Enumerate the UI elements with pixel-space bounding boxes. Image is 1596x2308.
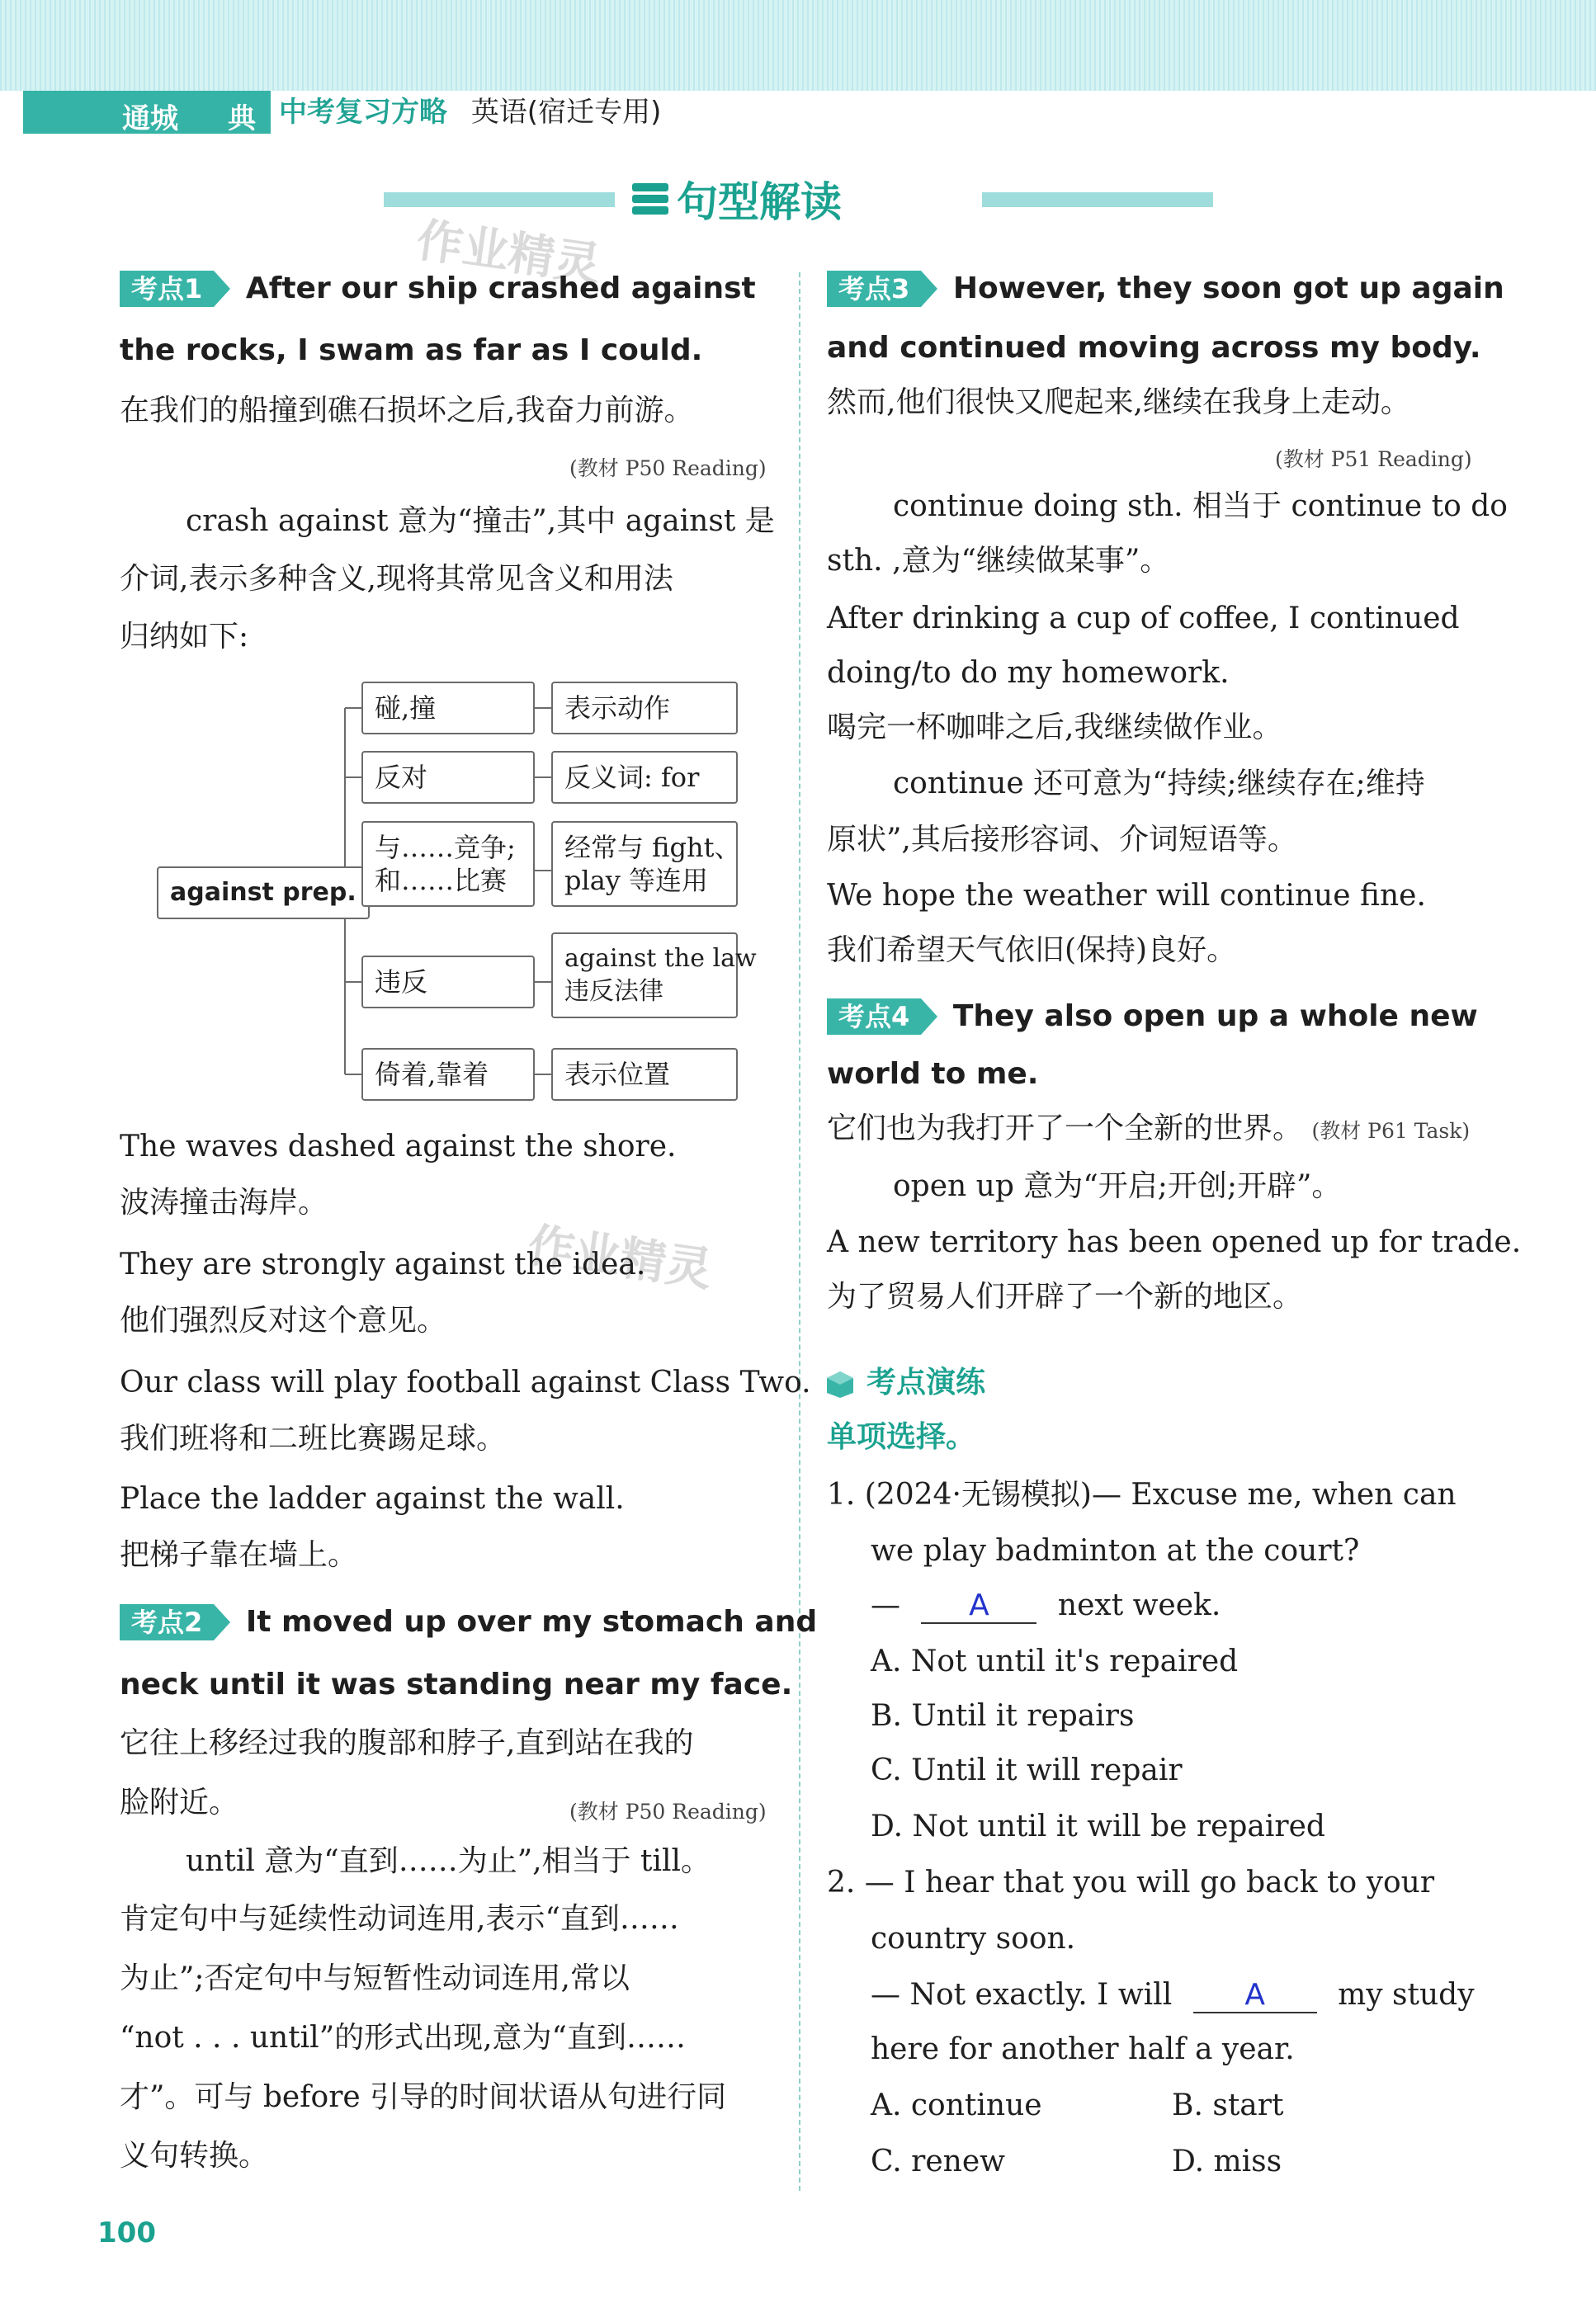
watermark: 作业精灵 (413, 213, 604, 293)
k3-translation: 然而,他们很快又爬起来,继续在我身上走动。 (827, 385, 1410, 419)
k4-sentence-2: world to me. (827, 1057, 1039, 1091)
q2-line-1: 2. — I hear that you will go back to your (827, 1866, 1435, 1900)
k2-explanation-4: “not . . . until”的形式出现,意为“直到…… (120, 2021, 686, 2055)
k4-heading (827, 998, 1478, 1035)
header-tab-text: 通城 (122, 102, 178, 135)
k1-source: (教材 P50 Reading) (569, 456, 767, 480)
practice-subtitle: 单项选择。 (827, 1420, 976, 1454)
section-title: 句型解读 (677, 178, 842, 226)
k4-tag: 考点4 (827, 998, 921, 1035)
k3-explanation-1: continue doing sth. 相当于 continue to do (893, 489, 1508, 523)
k2-explanation-6: 义句转换。 (120, 2139, 269, 2173)
q1-option-b[interactable]: B. Until it repairs (871, 1699, 1135, 1733)
k4-example-2: 为了贸易人们开辟了一个新的地区。 (827, 1280, 1303, 1314)
k4-example-1: A new territory has been opened up for trade. (827, 1225, 1522, 1259)
k2-heading (120, 1604, 817, 1640)
k1-explanation-3: 归纳如下: (120, 620, 249, 654)
k4-source: (教材 P61 Task) (1311, 1119, 1471, 1143)
q1-line-2: we play badminton at the court? (871, 1534, 1360, 1568)
diagram-row5-right: 表示位置 (551, 1048, 738, 1101)
diagram-row3-right-1: 经常与 fight、 (564, 832, 741, 863)
k1-tag: 考点1 (120, 271, 214, 307)
k1-sentence-1: After our ship crashed against (245, 271, 756, 305)
diagram-row3-right (551, 821, 741, 907)
k3-example-2: doing/to do my homework. (827, 656, 1230, 690)
k4-sentence-1: They also open up a whole new (952, 999, 1478, 1033)
k2-explanation-2: 肯定句中与延续性动词连用,表示“直到…… (120, 1902, 679, 1936)
q1-line-3 (871, 1589, 1221, 1624)
q2-option-d[interactable]: D. miss (1172, 2145, 1282, 2178)
k2-source: (教材 P50 Reading) (569, 1800, 767, 1824)
practice-title: 考点演练 (866, 1366, 986, 1399)
k1-translation: 在我们的船撞到礁石损坏之后,我奋力前游。 (120, 394, 694, 427)
k3-example-3: 喝完一杯咖啡之后,我继续做作业。 (827, 710, 1282, 744)
page-number: 100 (97, 2216, 156, 2249)
diagram-row4-left: 违反 (361, 956, 535, 1008)
q2-line-3-post: my study (1338, 1978, 1475, 2012)
q2-line-3 (871, 1979, 1475, 2013)
k2-explanation-3: 为止”;否定句中与短暂性动词连用,常以 (120, 1961, 630, 1995)
example-2-en: They are strongly against the idea. (120, 1248, 646, 1281)
k3-explanation-3: continue 还可意为“持续;继续存在;维持 (893, 767, 1425, 800)
diagram-row2-right: 反义词: for (551, 751, 738, 804)
k2-explanation-1: until 意为“直到……为止”,相当于 till。 (186, 1844, 711, 1878)
k1-explanation-1: crash against 意为“撞击”,其中 against 是 (186, 504, 775, 538)
diagram-row4-right-1: against the law (564, 944, 757, 973)
q2-line-2: country soon. (871, 1922, 1076, 1956)
q2-option-a[interactable]: A. continue (871, 2089, 1042, 2122)
k1-sentence-2: the rocks, I swam as far as I could. (120, 333, 703, 367)
diagram-row5-left: 倚着,靠着 (361, 1048, 535, 1101)
k3-source: (教材 P51 Reading) (1275, 447, 1472, 471)
subject-name: 英语(宿迁专用) (470, 96, 662, 129)
diagram-row1-right: 表示动作 (551, 682, 738, 734)
q1-dash: — (871, 1588, 900, 1622)
k3-explanation-4: 原状”,其后接形容词、介词短语等。 (827, 823, 1297, 857)
k3-tag: 考点3 (827, 271, 921, 307)
q2-line-3-pre: — Not exactly. I will (871, 1978, 1173, 2012)
q1-line-1: 1. (2024·无锡模拟)— Excuse me, when can (827, 1478, 1457, 1512)
k4-explanation-1: open up 意为“开启;开创;开辟”。 (893, 1169, 1342, 1203)
k4-translation (827, 1112, 1470, 1148)
q2-line-4: here for another half a year. (871, 2032, 1295, 2066)
k3-sentence-2: and continued moving across my body. (827, 331, 1481, 365)
q1-after: next week. (1057, 1588, 1221, 1622)
q1-option-c[interactable]: C. Until it will repair (871, 1753, 1183, 1787)
k4-translation-text: 它们也为我打开了一个全新的世界。 (827, 1112, 1303, 1145)
diagram-row3-left-2: 和……比赛 (375, 865, 508, 896)
k1-explanation-2: 介词,表示多种含义,现将其常见含义和用法 (120, 562, 673, 596)
k3-example-4: We hope the weather will continue fine. (827, 879, 1426, 913)
k2-explanation-5: 才”。可与 before 引导的时间状语从句进行同 (120, 2080, 727, 2114)
k2-sentence-1: It moved up over my stomach and (245, 1605, 818, 1639)
diagram-row3-left-1: 与……竞争; (375, 832, 516, 863)
q2-option-b[interactable]: B. start (1172, 2089, 1284, 2122)
diagram-root: against prep. (157, 866, 370, 919)
q2-option-c[interactable]: C. renew (871, 2145, 1005, 2178)
k3-example-1: After drinking a cup of coffee, I continued (827, 602, 1460, 635)
k3-explanation-2: sth. ,意为“继续做某事”。 (827, 544, 1170, 578)
example-1-zh: 波涛撞击海岸。 (120, 1186, 328, 1220)
diagram-row4-right (551, 932, 757, 1018)
q1-option-d[interactable]: D. Not until it will be repaired (871, 1810, 1325, 1843)
watermark-2: 作业精灵 (524, 1218, 715, 1298)
header-tab-text-2: 典 (228, 102, 256, 135)
q1-option-a[interactable]: A. Not until it's repaired (871, 1645, 1239, 1678)
k3-example-5: 我们希望天气依旧(保持)良好。 (827, 933, 1237, 967)
example-3-zh: 我们班将和二班比赛踢足球。 (120, 1422, 507, 1456)
example-2-zh: 他们强烈反对这个意见。 (120, 1304, 447, 1338)
diagram-row4-right-2: 违反法律 (564, 977, 663, 1006)
diagram-row1-left: 碰,撞 (361, 682, 535, 734)
cube-icon (825, 1370, 855, 1399)
k2-translation-2: 脸附近。 (120, 1786, 239, 1819)
example-4-en: Place the ladder against the wall. (120, 1482, 625, 1516)
k2-translation-1: 它往上移经过我的腹部和脖子,直到站在我的 (120, 1726, 694, 1760)
q1-answer-blank[interactable]: A (921, 1589, 1036, 1624)
example-4-zh: 把梯子靠在墙上。 (120, 1538, 358, 1572)
q2-answer-blank[interactable]: A (1193, 1979, 1317, 2013)
k2-tag: 考点2 (120, 1604, 214, 1640)
series-name: 中考复习方略 (279, 96, 447, 129)
diagram-row3-right-2: play 等连用 (564, 865, 709, 896)
k3-heading (827, 271, 1504, 307)
example-1-en: The waves dashed against the shore. (120, 1130, 677, 1163)
example-3-en: Our class will play football against Class Two. (120, 1366, 811, 1399)
diagram-row2-left: 反对 (361, 751, 535, 804)
k3-sentence-1: However, they soon got up again (952, 271, 1504, 305)
k2-sentence-2: neck until it was standing near my face. (120, 1668, 793, 1702)
diagram-row3-left (361, 821, 535, 907)
